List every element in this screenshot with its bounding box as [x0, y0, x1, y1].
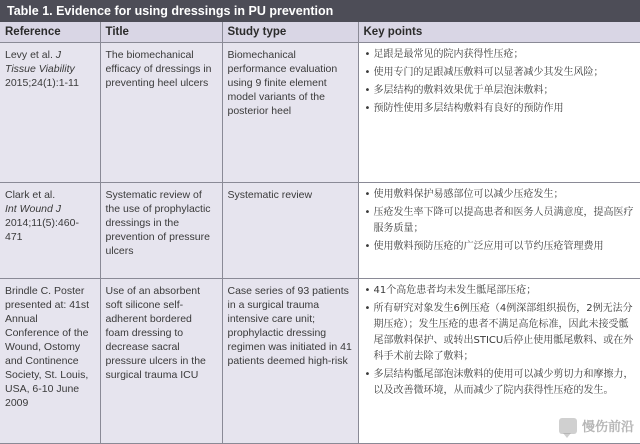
ref-authors: Levy et al. [5, 48, 56, 61]
watermark [559, 416, 634, 435]
header-key-points: Key points [358, 22, 640, 42]
cell-study-type: Biomechanical performance evaluation using 9 finite element model variants of the posterior heel [222, 42, 358, 182]
cell-title: The biomechanical efficacy of dressings in preventing heel ulcers [100, 42, 222, 182]
header-reference: Reference [0, 22, 100, 42]
table-row [0, 278, 640, 443]
key-point: • 多层结构的敷料效果优于单层泡沫敷料； [365, 83, 637, 99]
table-row [0, 42, 640, 182]
key-point: • 预防性使用多层结构敷料有良好的预防作用 [365, 101, 637, 117]
cell-title: Systematic review of the use of prophylactic dressings in the prevention of pressure ulcers [100, 182, 222, 278]
cell-study-type: Systematic review [222, 182, 358, 278]
key-point: • 压疮发生率下降可以提高患者和医务人员满意度，提高医疗服务质量； [365, 205, 637, 237]
table-header-row [0, 22, 640, 42]
key-point: • 使用专门的足跟减压敷料可以显著减少其发生风险； [365, 65, 637, 81]
ref-citation: 2015;24(1):1-11 [5, 76, 79, 89]
cell-reference [0, 42, 100, 182]
evidence-table [0, 22, 640, 444]
key-point: • 使用敷料预防压疮的广泛应用可以节约压疮管理费用 [365, 239, 637, 255]
key-point: • 足跟是最常见的院内获得性压疮； [365, 47, 637, 63]
ref-journal: Int Wound J [5, 202, 62, 215]
ref-journal: J Tissue Viability [5, 48, 75, 75]
ref-authors: Clark et al. [5, 188, 56, 201]
table-title: Table 1. Evidence for using dressings in PU prevention [0, 0, 640, 22]
key-point: • 41个高危患者均未发生骶尾部压疮； [365, 283, 637, 299]
key-point: • 多层结构骶尾部泡沫敷料的使用可以减少剪切力和摩擦力，以及改善微环境，从而减少了院内获得性压疮的发生。 [365, 367, 637, 399]
wechat-icon [559, 418, 577, 434]
cell-reference: Brindle C. Poster presented at: 41st Annual Conference of the Wound, Ostomy and Continence Society, St. Louis, USA, 6-10 June 2009 [0, 278, 100, 443]
key-point: • 所有研究对象发生6例压疮（4例深部组织损伤，2例无法分期压疮）；发生压疮的患者不满足高危标准，因此未接受骶尾部敷料保护、或转出STICU后停止使用骶尾敷料、或在外科手术前去除了敷料； [365, 301, 637, 365]
cell-reference [0, 182, 100, 278]
cell-title: Use of an absorbent soft silicone self-adherent bordered foam dressing to decrease sacral pressure ulcers in the surgical trauma ICU [100, 278, 222, 443]
watermark-text: 慢伤前沿 [581, 420, 634, 435]
ref-citation: 2014;11(5):460-471 [5, 216, 79, 243]
key-point: • 使用敷料保护易感部位可以减少压疮发生； [365, 187, 637, 203]
cell-study-type: Case series of 93 patients in a surgical trauma intensive care unit; prophylactic dressing regimen was initiated in 41 patients deemed high-risk [222, 278, 358, 443]
table-row [0, 182, 640, 278]
cell-key-points [358, 182, 640, 278]
header-study-type: Study type [222, 22, 358, 42]
header-title: Title [100, 22, 222, 42]
cell-key-points [358, 42, 640, 182]
